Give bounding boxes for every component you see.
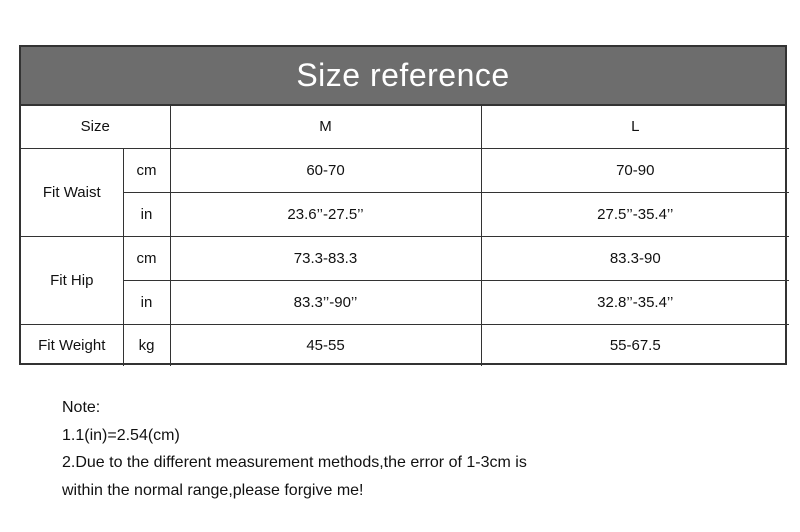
chart-title: Size reference — [21, 47, 785, 106]
value-cell: 73.3-83.3 — [170, 236, 481, 280]
unit-cell: kg — [123, 324, 170, 366]
value-cell: 83.3-90 — [481, 236, 789, 280]
value-cell: 32.8’’-35.4’’ — [481, 280, 789, 324]
note-line: 1.1(in)=2.54(cm) — [62, 426, 180, 444]
size-m-header: M — [170, 106, 481, 148]
note-line: 2.Due to the different measurement methods,the error of 1-3cm is — [62, 454, 527, 471]
unit-cell: cm — [123, 236, 170, 280]
value-cell: 60-70 — [170, 148, 481, 192]
size-chart — [19, 45, 787, 365]
unit-cell: in — [123, 192, 170, 236]
note-line: within the normal range,please forgive me! — [62, 481, 364, 499]
value-cell: 27.5’’-35.4’’ — [481, 192, 789, 236]
row-label-waist: Fit Waist — [21, 148, 123, 236]
value-cell: 45-55 — [170, 324, 481, 366]
table-row — [21, 236, 789, 280]
value-cell: 23.6’’-27.5’’ — [170, 192, 481, 236]
table-row — [21, 324, 789, 366]
value-cell: 83.3’’-90’’ — [170, 280, 481, 324]
size-table — [21, 106, 789, 366]
size-l-header: L — [481, 106, 789, 148]
row-label-weight: Fit Weight — [21, 324, 123, 366]
size-header-cell: Size — [21, 106, 170, 148]
row-label-hip: Fit Hip — [21, 236, 123, 324]
value-cell: 55-67.5 — [481, 324, 789, 366]
notes-section — [62, 394, 527, 504]
table-header-row — [21, 106, 789, 148]
unit-cell: cm — [123, 148, 170, 192]
table-row — [21, 148, 789, 192]
note-heading: Note: — [62, 399, 101, 416]
table-row — [21, 192, 789, 236]
unit-cell: in — [123, 280, 170, 324]
table-row — [21, 280, 789, 324]
value-cell: 70-90 — [481, 148, 789, 192]
